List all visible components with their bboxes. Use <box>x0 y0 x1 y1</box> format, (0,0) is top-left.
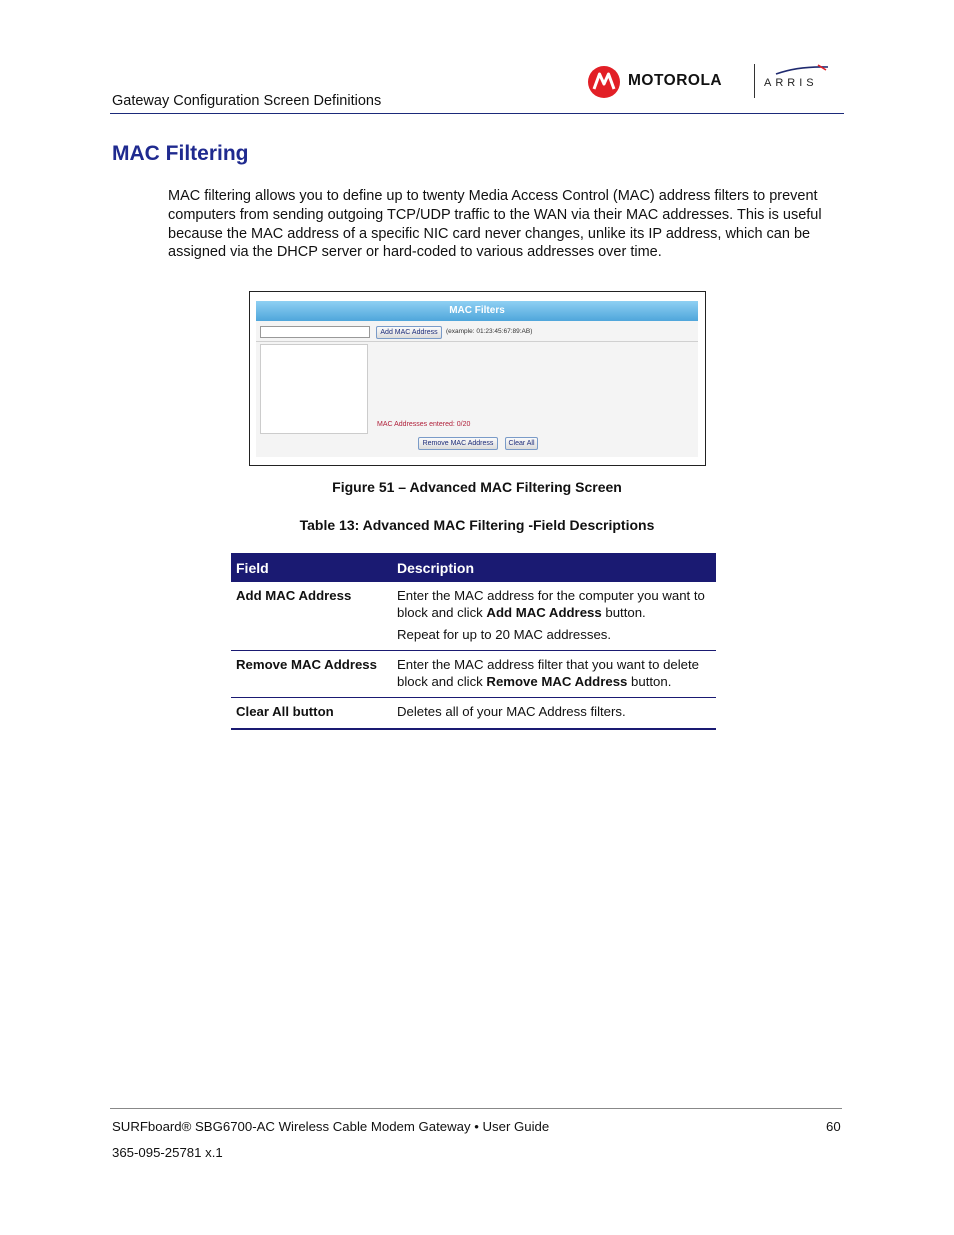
description-text: Deletes all of your MAC Address filters. <box>397 704 626 719</box>
document-number: 365-095-25781 x.1 <box>112 1145 223 1160</box>
add-mac-address-button[interactable]: Add MAC Address <box>376 326 442 339</box>
description-text: button. <box>627 674 672 689</box>
field-cell: Remove MAC Address <box>231 651 392 698</box>
mac-address-list[interactable] <box>260 344 368 434</box>
motorola-wordmark: MOTOROLA <box>628 72 723 89</box>
clear-all-button[interactable]: Clear All <box>505 437 538 450</box>
arris-wordmark: ARRIS <box>764 77 818 89</box>
table-caption: Table 13: Advanced MAC Filtering -Field Descriptions <box>299 517 655 533</box>
motorola-batwing-icon <box>588 66 620 98</box>
remove-mac-address-button[interactable]: Remove MAC Address <box>418 437 498 450</box>
description-text: Enter the MAC address for the computer you want to block and click <box>397 588 705 620</box>
table-row <box>231 651 716 698</box>
logo-divider <box>754 64 755 98</box>
mac-address-input[interactable] <box>260 326 370 338</box>
table-row <box>231 582 716 651</box>
running-head: Gateway Configuration Screen Definitions <box>112 93 382 109</box>
footer-rule <box>110 1108 842 1109</box>
header-rule <box>110 113 844 114</box>
description-bold: Remove MAC Address <box>486 674 628 689</box>
figure-screenshot <box>249 291 706 466</box>
column-header-field: Field <box>231 553 392 582</box>
description-bold: Add MAC Address <box>486 605 602 620</box>
section-title: MAC Filtering <box>112 142 249 165</box>
description-text: Enter the MAC address filter that you want to delete block and click <box>397 657 700 689</box>
table-row <box>231 698 716 730</box>
table-header-row <box>231 553 716 582</box>
panel-title: MAC Filters <box>256 301 698 321</box>
description-cell <box>392 651 716 698</box>
mac-filters-panel <box>256 301 698 457</box>
panel-divider <box>256 341 698 342</box>
field-cell: Add MAC Address <box>231 582 392 651</box>
mac-count-text: MAC Addresses entered: 0/20 <box>377 421 471 428</box>
field-descriptions-table <box>231 553 716 730</box>
example-hint: (example: 01:23:45:67:89:AB) <box>446 328 533 335</box>
description-cell <box>392 698 716 730</box>
motorola-arris-logo <box>588 64 833 102</box>
description-text: button. <box>601 605 646 620</box>
page-number: 60 <box>826 1119 841 1134</box>
field-cell: Clear All button <box>231 698 392 730</box>
description-cell <box>392 582 716 651</box>
arris-swoosh-icon <box>774 64 830 76</box>
column-header-description: Description <box>392 553 716 582</box>
intro-paragraph: MAC filtering allows you to define up to twenty Media Access Control (MAC) address filters to prevent computers from sending outgoing TCP/UDP traffic to the WAN via their MAC addresses. This is useful because the MAC address of a specific NIC card never changes, unlike its IP address, which can be assigned via the DHCP server or hard-coded to various addresses over time. <box>168 188 822 261</box>
figure-caption: Figure 51 – Advanced MAC Filtering Screen <box>332 479 622 495</box>
footer-title: SURFboard® SBG6700-AC Wireless Cable Modem Gateway • User Guide <box>112 1119 550 1134</box>
description-note: Repeat for up to 20 MAC addresses. <box>397 627 612 642</box>
